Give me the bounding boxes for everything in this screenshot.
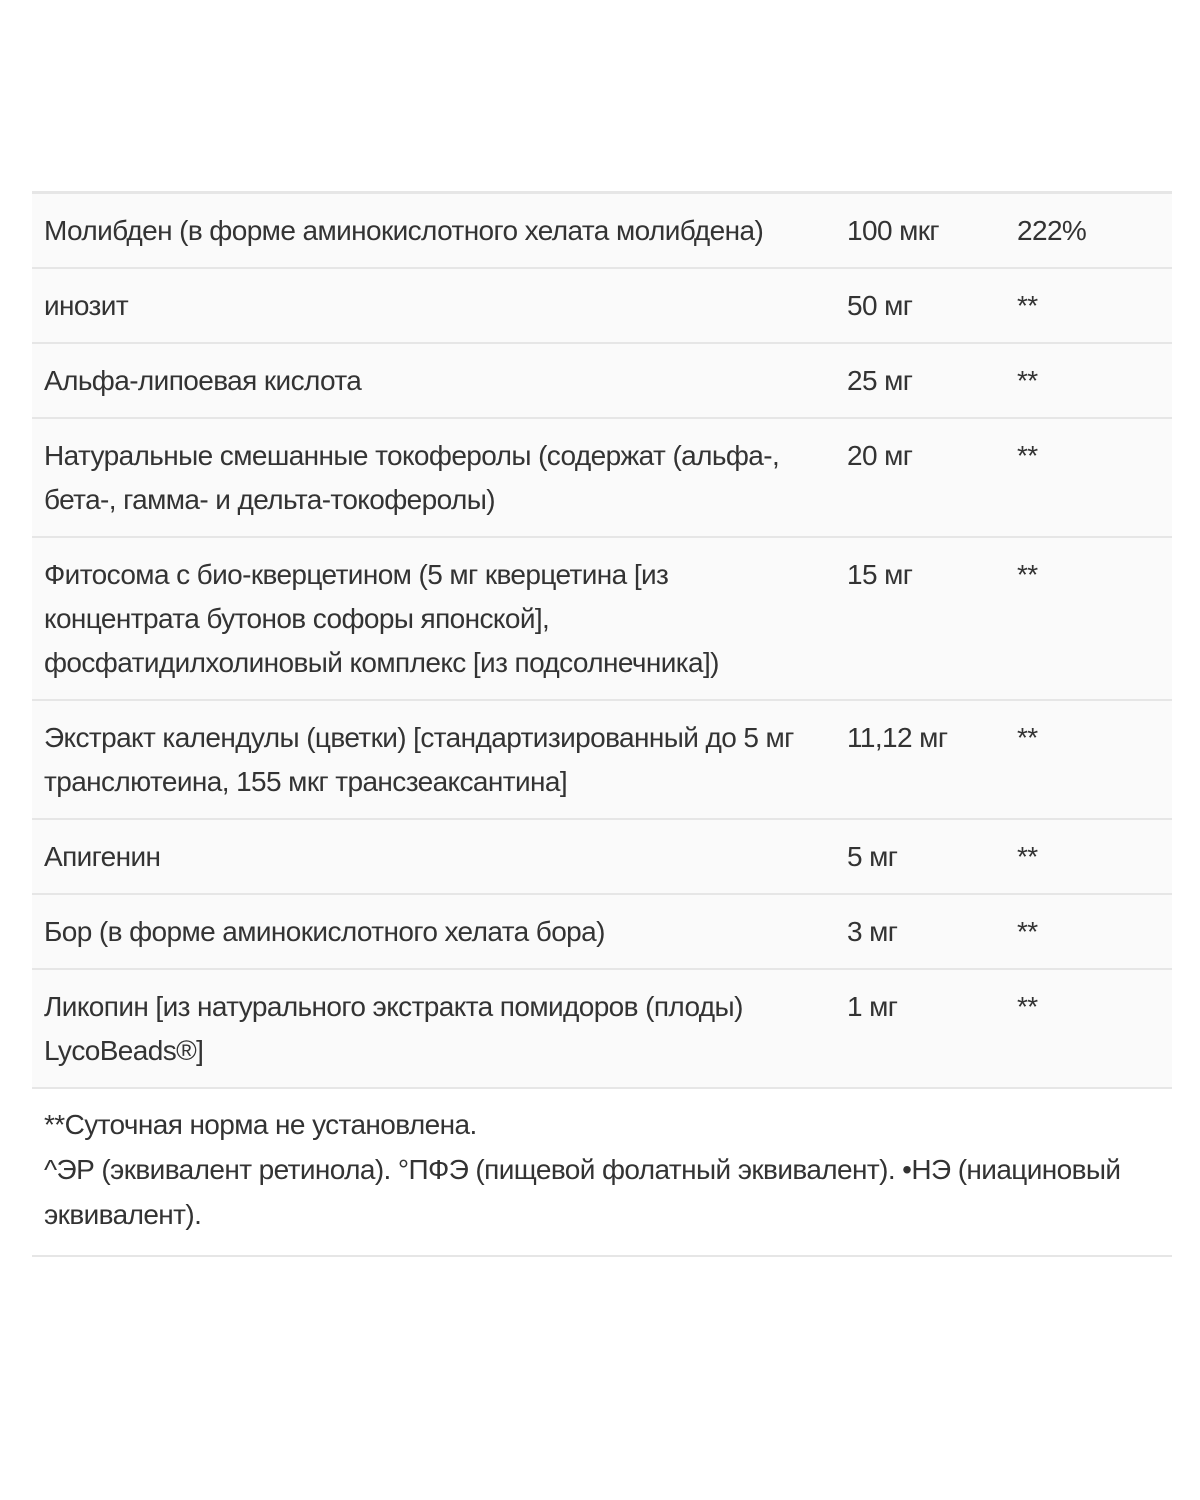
table-row xyxy=(32,970,1172,1089)
ingredient-amount: 11,12 мг xyxy=(847,722,948,753)
table-row xyxy=(32,194,1172,269)
table-footnotes xyxy=(32,1089,1172,1257)
table-row xyxy=(32,419,1172,538)
ingredient-name: Экстракт календулы (цветки) [стандартизированный до 5 мг транслютеина, 155 мкг трансзеаксантина] xyxy=(44,722,794,797)
daily-value: ** xyxy=(1017,559,1038,590)
ingredient-amount: 20 мг xyxy=(847,440,913,471)
table-row xyxy=(32,344,1172,419)
table-row xyxy=(32,701,1172,820)
daily-value: ** xyxy=(1017,916,1038,947)
ingredient-amount: 5 мг xyxy=(847,841,898,872)
daily-value: ** xyxy=(1017,290,1038,321)
ingredient-amount: 100 мкг xyxy=(847,215,940,246)
daily-value: 222% xyxy=(1017,215,1087,246)
table-row xyxy=(32,538,1172,701)
table-row xyxy=(32,820,1172,895)
table-row xyxy=(32,269,1172,344)
footnote-daily-value: **Суточная норма не установлена. xyxy=(44,1109,477,1140)
ingredient-name: Ликопин [из натурального экстракта помидоров (плоды) LycoBeads®] xyxy=(44,991,743,1066)
ingredient-name: инозит xyxy=(44,290,129,321)
supplement-facts-table xyxy=(32,191,1172,1257)
daily-value: ** xyxy=(1017,365,1038,396)
footnote-equivalents: ^ЭР (эквивалент ретинола). °ПФЭ (пищевой фолатный эквивалент). •НЭ (ниациновый эквивалент). xyxy=(44,1154,1121,1230)
ingredient-name: Бор (в форме аминокислотного хелата бора) xyxy=(44,916,605,947)
ingredient-amount: 3 мг xyxy=(847,916,898,947)
ingredient-name: Натуральные смешанные токоферолы (содержат (альфа-, бета-, гамма- и дельта-токоферолы) xyxy=(44,440,780,515)
daily-value: ** xyxy=(1017,841,1038,872)
ingredient-name: Фитосома с био-кверцетином (5 мг кверцетина [из концентрата бутонов софоры японской], фосфатидилхолиновый комплекс [из подсолнечника]) xyxy=(44,559,719,678)
table-row xyxy=(32,895,1172,970)
daily-value: ** xyxy=(1017,722,1038,753)
ingredient-amount: 1 мг xyxy=(847,991,898,1022)
daily-value: ** xyxy=(1017,440,1038,471)
ingredient-name: Альфа-липоевая кислота xyxy=(44,365,362,396)
ingredient-amount: 25 мг xyxy=(847,365,913,396)
ingredient-name: Апигенин xyxy=(44,841,161,872)
ingredient-amount: 50 мг xyxy=(847,290,913,321)
daily-value: ** xyxy=(1017,991,1038,1022)
ingredient-amount: 15 мг xyxy=(847,559,913,590)
ingredient-name: Молибден (в форме аминокислотного хелата молибдена) xyxy=(44,215,764,246)
